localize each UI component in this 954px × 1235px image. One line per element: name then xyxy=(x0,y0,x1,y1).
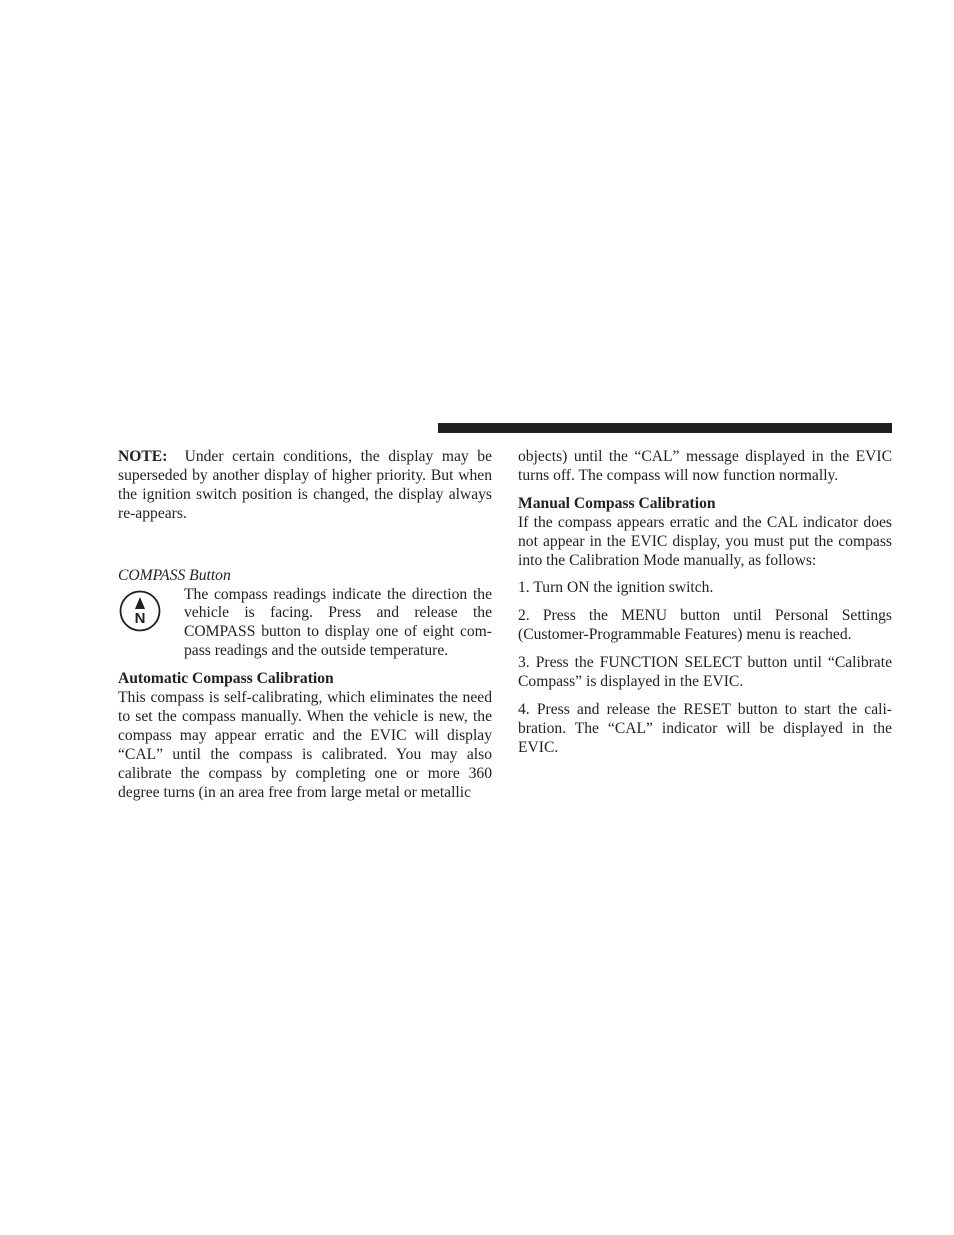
note-text: Under certain conditions, the display may be superseded by another display of higher priority. But when the ignition switch position is changed, the display always re-appears. xyxy=(118,448,492,522)
note-label: NOTE: xyxy=(118,448,168,465)
step-item: 4. Press and release the RESET button to start the cali-bration. The “CAL” indicator will be displayed in the EVIC. xyxy=(518,700,892,756)
manual-cal-heading: Manual Compass Calibration xyxy=(518,494,716,512)
step-item: 2. Press the MENU button until Personal Settings (Customer-Programmable Features) menu is reached. xyxy=(518,607,892,644)
step-item: 1. Turn ON the ignition switch. xyxy=(518,579,714,597)
auto-cal-text: This compass is self-calibrating, which eliminates the need to set the compass manually. When the vehicle is new, the compass may appear erratic and the EVIC will display “CAL” until the compass is calibrated. You may also calibrate the compass by completing one or more 360 degree turns (in an area free from large metal or metallic xyxy=(118,689,492,801)
compass-button-heading: COMPASS Button xyxy=(118,566,231,584)
header-rule xyxy=(438,423,892,433)
compass-icon-letter: N xyxy=(134,609,146,627)
continued-text: objects) until the “CAL” message displayed in the EVIC turns off. The compass will now function normally. xyxy=(518,448,892,484)
note-paragraph xyxy=(118,448,492,524)
right-column xyxy=(518,448,892,767)
step-item: 3. Press the FUNCTION SELECT button until “Calibrate Compass” is displayed in the EVIC. xyxy=(518,654,892,691)
auto-cal-heading: Automatic Compass Calibration xyxy=(118,670,334,688)
left-column xyxy=(118,448,492,812)
compass-north-icon xyxy=(118,586,184,639)
compass-button-text: The compass readings indicate the direction the vehicle is facing. Press and release the COMPASS button to display one of eight com-pass readings and the outside temperature. xyxy=(184,585,492,660)
compass-button-section xyxy=(118,586,492,662)
manual-cal-intro: If the compass appears erratic and the CAL indicator does not appear in the EVIC display, you must put the compass into the Calibration Mode manually, as follows: xyxy=(518,513,892,569)
